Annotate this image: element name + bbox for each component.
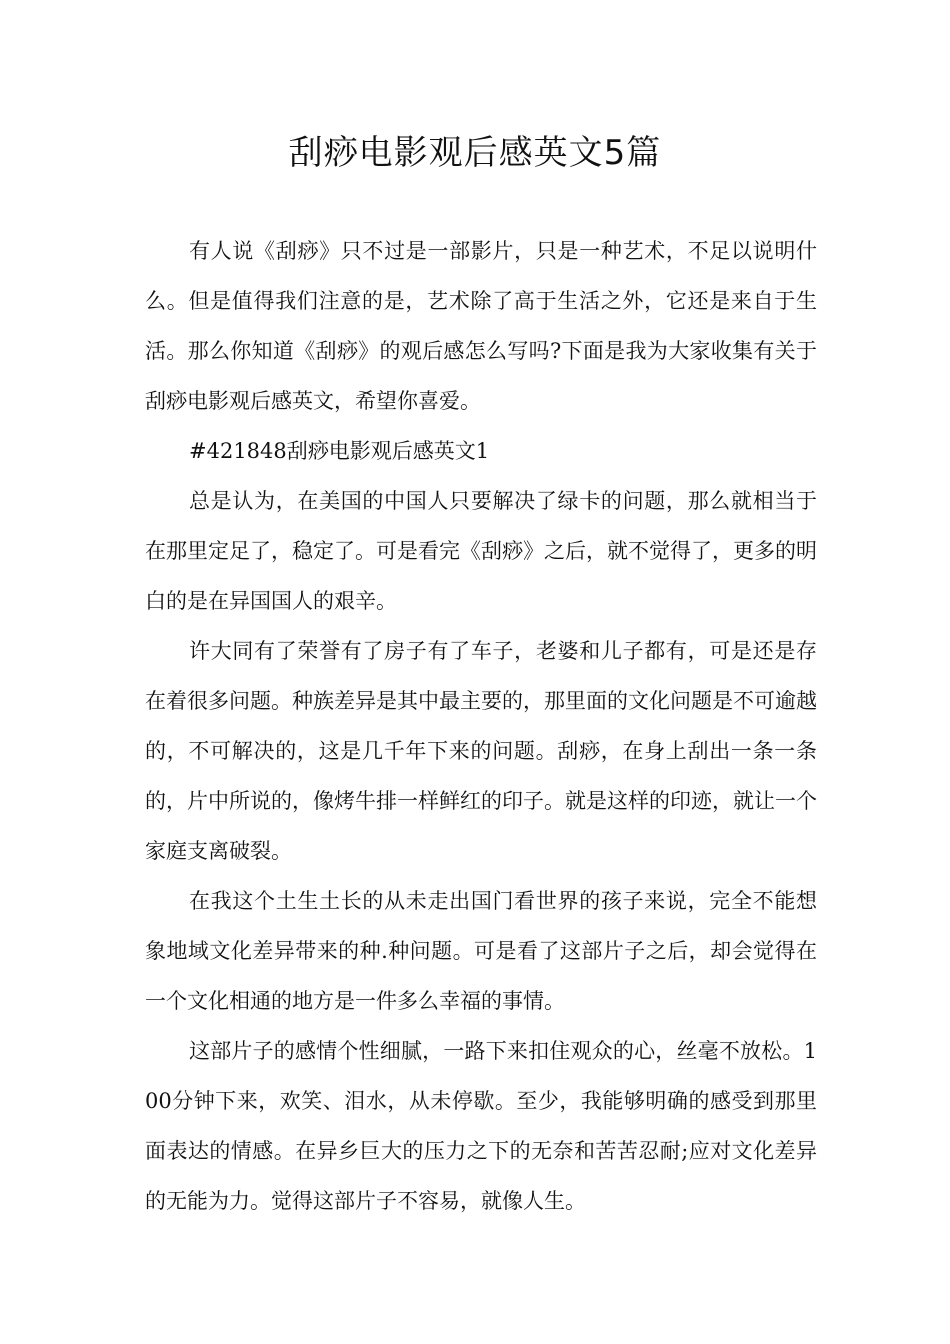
body-paragraph: 总是认为，在美国的中国人只要解决了绿卡的问题，那么就相当于在那里定足了，稳定了。可是看完《刮痧》之后，就不觉得了，更多的明白的是在异国国人的艰辛。	[145, 489, 817, 613]
document-body	[145, 226, 817, 1226]
document-title: 刮痧电影观后感英文5篇	[288, 133, 662, 173]
body-paragraph: 在我这个土生土长的从未走出国门看世界的孩子来说，完全不能想象地域文化差异带来的种.种问题。可是看了这部片子之后，却会觉得在一个文化相通的地方是一件多么幸福的事情。	[145, 889, 817, 1013]
intro-paragraph: 有人说《刮痧》只不过是一部影片，只是一种艺术，不足以说明什么。但是值得我们注意的是，艺术除了高于生活之外，它还是来自于生活。那么你知道《刮痧》的观后感怎么写吗?下面是我为大家收集有关于刮痧电影观后感英文，希望你喜爱。	[145, 239, 817, 413]
body-paragraph: 许大同有了荣誉有了房子有了车子，老婆和儿子都有，可是还是存在着很多问题。种族差异是其中最主要的，那里面的文化问题是不可逾越的，不可解决的，这是几千年下来的问题。刮痧，在身上刮出一条一条的，片中所说的，像烤牛排一样鲜红的印子。就是这样的印迹，就让一个家庭支离破裂。	[145, 639, 817, 863]
section-heading: #421848刮痧电影观后感英文1	[189, 439, 490, 463]
body-paragraph: 这部片子的感情个性细腻，一路下来扣住观众的心，丝毫不放松。100分钟下来，欢笑、泪水，从未停歇。至少，我能够明确的感受到那里面表达的情感。在异乡巨大的压力之下的无奈和苦苦忍耐;应对文化差异的无能为力。觉得这部片子不容易，就像人生。	[145, 1039, 817, 1213]
